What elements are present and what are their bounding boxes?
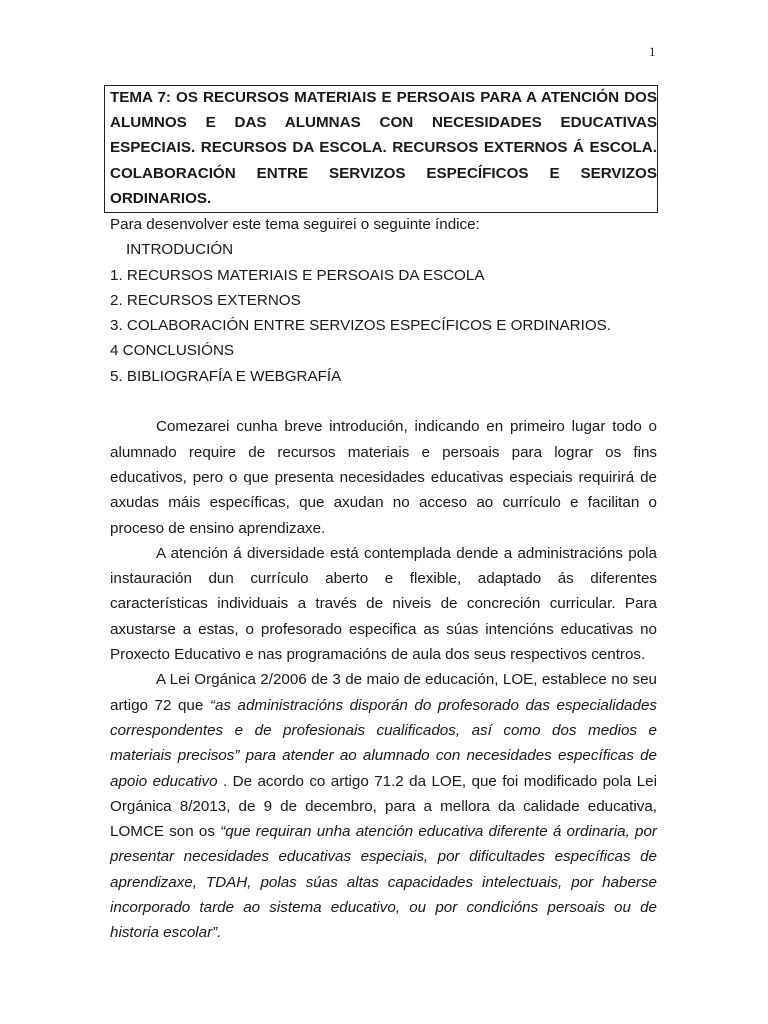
index-item: 1. RECURSOS MATERIAIS E PERSOAIS DA ESCOLA	[110, 266, 485, 284]
paragraph-loe-quote: “as administracións disporán do profesorado das especialidades correspondentes e de profesionais cualificados, así como dos medios e materiais precisos” para atender ao alumnado con necesidades específicas de apoio educativo	[110, 696, 657, 790]
paragraph-loe-quote-2: “que requiran unha atención educativa diferente á ordinaria, por presentar necesidades educativas especiais, por dificultades específicas de aprendizaxe, TDAH, polas súas altas capacidades intelectuais, por haberse incorporado tarde ao sistema educativo, ou por condicións persoais ou de historia escolar”.	[110, 823, 657, 942]
index-item: 4 CONCLUSIÓNS	[110, 342, 235, 360]
index-item: 5. BIBLIOGRAFÍA E WEBGRAFÍA	[110, 367, 342, 385]
document-title: TEMA 7: OS RECURSOS MATERIAIS E PERSOAIS PARA A ATENCIÓN DOS ALUMNOS E DAS ALUMNAS CON NECESIDADES EDUCATIVAS ESPECIAIS. RECURSOS DA ESCOLA. RECURSOS EXTERNOS Á ESCOLA. COLABORACIÓN ENTRE SERVIZOS ESPECÍFICOS E SERVIZOS ORDINARIOS.	[110, 89, 657, 207]
paragraph-loe-text-a: A Lei Orgánica 2/2006 de 3 de maio de educación, LOE, establece no seu artigo 72 que	[110, 671, 657, 714]
spacer	[110, 389, 657, 414]
paragraph-introduction: Comezarei cunha breve introdución, indicando en primeiro lugar todo o alumnado require de recursos materiais e persoais para lograr os fins educativos, pero o que presenta necesidades educativas especiais requirirá de axudas máis específicas, que axudan no acceso ao currículo e facilitan o proceso de ensino aprendizaxe.	[110, 418, 657, 537]
page-number: 1	[649, 44, 656, 59]
paragraph-diversity: A atención á diversidade está contemplada dende a administracións pola instauración dun currículo aberto e flexible, adaptado ás diferentes características individuais a través de niveis de concreción curricular. Para axustarse a estas, o profesorado especifica as súas intencións educativas no Proxecto Educativo e nas programacións de aula dos seus respectivos centros.	[110, 544, 657, 664]
index-item-introduction: INTRODUCIÓN	[126, 241, 234, 259]
index-item: 2. RECURSOS EXTERNOS	[110, 291, 301, 309]
index-intro-line: Para desenvolver este tema seguirei o seguinte índice:	[110, 216, 480, 233]
paragraph-loe	[110, 667, 657, 945]
paragraph-loe-text-b: . De acordo co artigo 71.2 da LOE, que foi modificado pola Lei Orgánica 8/2013, de 9 de decembro, para a mellora da calidade educativa, LOMCE son os	[110, 772, 657, 841]
index-item: 3. COLABORACIÓN ENTRE SERVIZOS ESPECÍFICOS E ORDINARIOS.	[110, 317, 612, 335]
document-body	[110, 212, 657, 946]
